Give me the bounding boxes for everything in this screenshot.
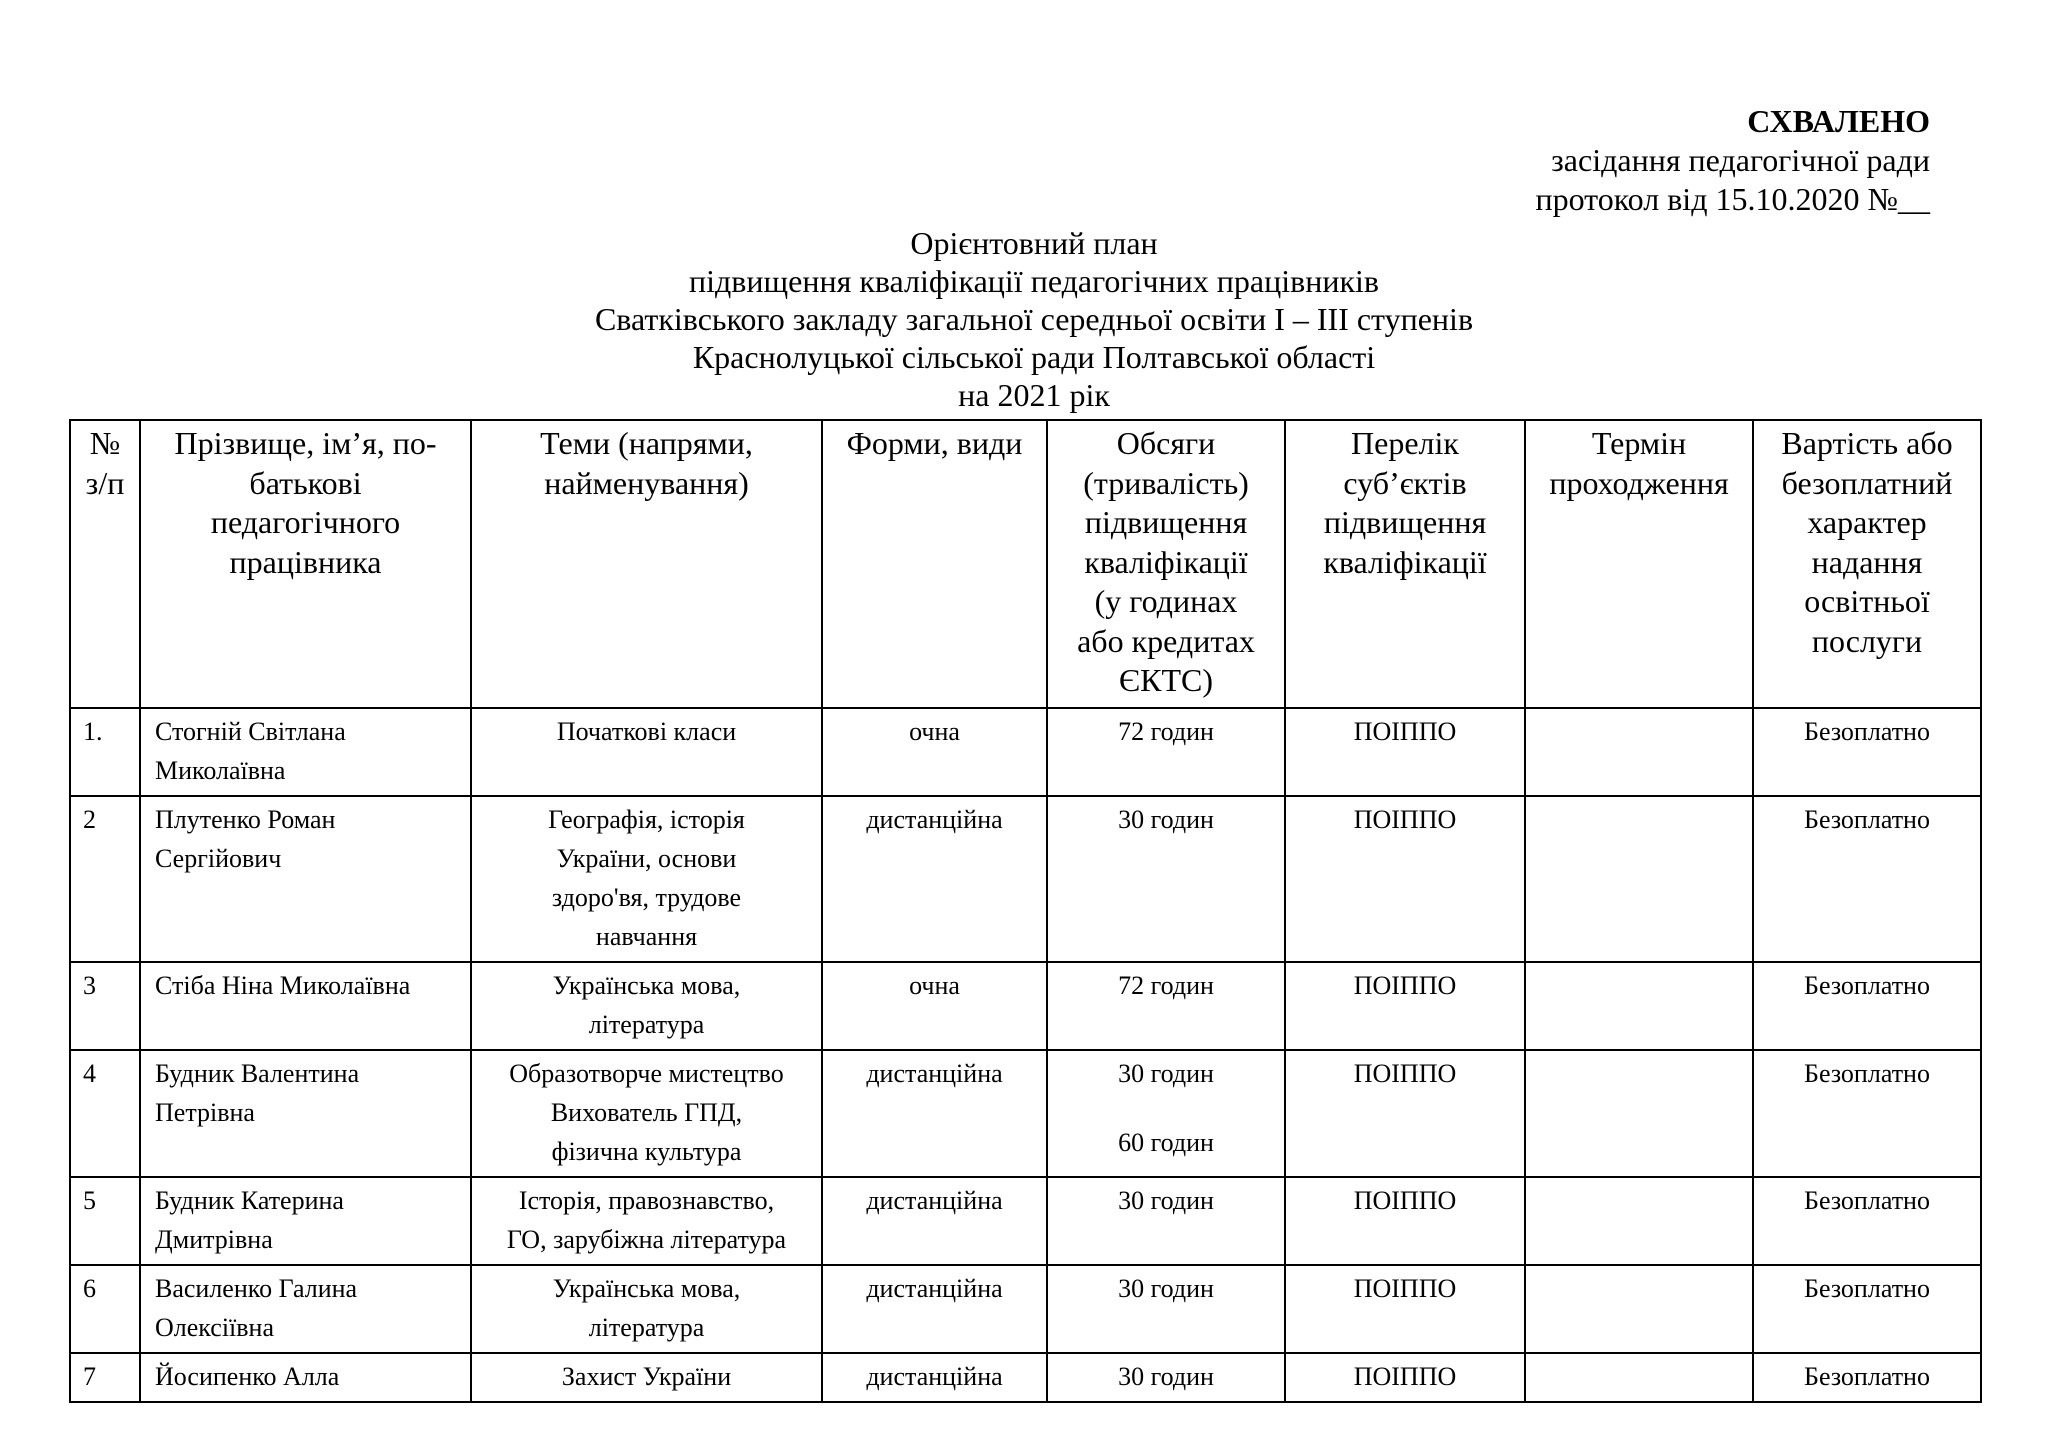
cell-form: очна [822,962,1047,1050]
table-row [70,1265,1981,1353]
table-row [70,796,1981,962]
table-header-row [70,420,1981,708]
cell-name: Йосипенко Алла [140,1353,471,1402]
cell-num: 5 [70,1177,140,1265]
cell-num: 6 [70,1265,140,1353]
cell-form: дистанційна [822,1177,1047,1265]
cell-topics: Початкові класи [471,708,822,796]
cell-num: 4 [70,1050,140,1177]
title-line-4: Краснолуцької сільської ради Полтавської області [692,339,1376,375]
cell-provider: ПОІППО [1285,1050,1525,1177]
cell-term [1525,962,1753,1050]
cell-form: дистанційна [822,796,1047,962]
title-line-2: підвищення кваліфікації педагогічних працівників [688,263,1380,299]
cell-provider: ПОІППО [1285,1353,1525,1402]
cell-term [1525,1353,1753,1402]
cell-name: Стіба Ніна Миколаївна [140,962,471,1050]
header-forms: Форми, види [822,420,1047,708]
cell-term [1525,1050,1753,1177]
header-providers: Перелік суб’єктів підвищення кваліфікації [1285,420,1525,708]
header-name: Прізвище, ім’я, по- батькові педагогічного працівника [140,420,471,708]
cell-cost: Безоплатно [1753,708,1981,796]
cell-hours: 30 годин 60 годин [1047,1050,1285,1177]
cell-cost: Безоплатно [1753,1353,1981,1402]
cell-term [1525,1265,1753,1353]
approval-protocol-line: протокол від 15.10.2020 №__ [1535,181,1930,217]
header-term: Термін проходження [1525,420,1753,708]
training-plan-table [69,419,1982,1403]
cell-hours: 30 годин [1047,1265,1285,1353]
header-topics: Теми (напрями, найменування) [471,420,822,708]
cell-cost: Безоплатно [1753,1265,1981,1353]
cell-topics: Образотворче мистецтво Вихователь ГПД, фізична культура [471,1050,822,1177]
cell-topics: Історія, правознавство, ГО, зарубіжна література [471,1177,822,1265]
table-row [70,1050,1981,1177]
cell-topics: Українська мова, література [471,962,822,1050]
title-line-5: на 2021 рік [958,377,1110,413]
cell-topics: Географія, історія України, основи здоро'вя, трудове навчання [471,796,822,962]
cell-cost: Безоплатно [1753,796,1981,962]
approval-heading: СХВАЛЕНО [1747,103,1930,139]
cell-num: 1. [70,708,140,796]
cell-cost: Безоплатно [1753,1177,1981,1265]
table-row [70,1353,1981,1402]
title-line-1: Орієнтовний план [910,225,1158,261]
cell-hours: 30 годин [1047,796,1285,962]
cell-hours: 30 годин [1047,1353,1285,1402]
cell-name: Плутенко Роман Сергійович [140,796,471,962]
title-line-3: Сватківського закладу загальної середньої освіти І – ІІІ ступенів [594,301,1474,337]
cell-name: Будник Валентина Петрівна [140,1050,471,1177]
cell-form: дистанційна [822,1050,1047,1177]
cell-name: Стогній Світлана Миколаївна [140,708,471,796]
cell-num: 7 [70,1353,140,1402]
cell-term [1525,796,1753,962]
document-title [0,224,2048,414]
cell-provider: ПОІППО [1285,1265,1525,1353]
header-volume: Обсяги (тривалість) підвищення кваліфікації (у годинах або кредитах ЄКТС) [1047,420,1285,708]
table-row [70,708,1981,796]
cell-cost: Безоплатно [1753,962,1981,1050]
table-row [70,1177,1981,1265]
cell-topics: Захист України [471,1353,822,1402]
cell-hours: 72 годин [1047,962,1285,1050]
cell-cost: Безоплатно [1753,1050,1981,1177]
cell-hours: 30 годин [1047,1177,1285,1265]
approval-block [1535,102,1930,219]
cell-provider: ПОІППО [1285,1177,1525,1265]
approval-council-line: засідання педагогічної ради [1551,142,1930,178]
cell-form: очна [822,708,1047,796]
cell-num: 3 [70,962,140,1050]
cell-provider: ПОІППО [1285,708,1525,796]
header-num: № з/п [70,420,140,708]
table-row [70,962,1981,1050]
cell-term [1525,1177,1753,1265]
cell-form: дистанційна [822,1353,1047,1402]
cell-hours: 72 годин [1047,708,1285,796]
cell-name: Будник Катерина Дмитрівна [140,1177,471,1265]
cell-topics: Українська мова, література [471,1265,822,1353]
cell-provider: ПОІППО [1285,962,1525,1050]
cell-provider: ПОІППО [1285,796,1525,962]
cell-num: 2 [70,796,140,962]
cell-term [1525,708,1753,796]
cell-form: дистанційна [822,1265,1047,1353]
header-cost: Вартість або безоплатний характер надання освітньої послуги [1753,420,1981,708]
cell-name: Василенко Галина Олексіївна [140,1265,471,1353]
